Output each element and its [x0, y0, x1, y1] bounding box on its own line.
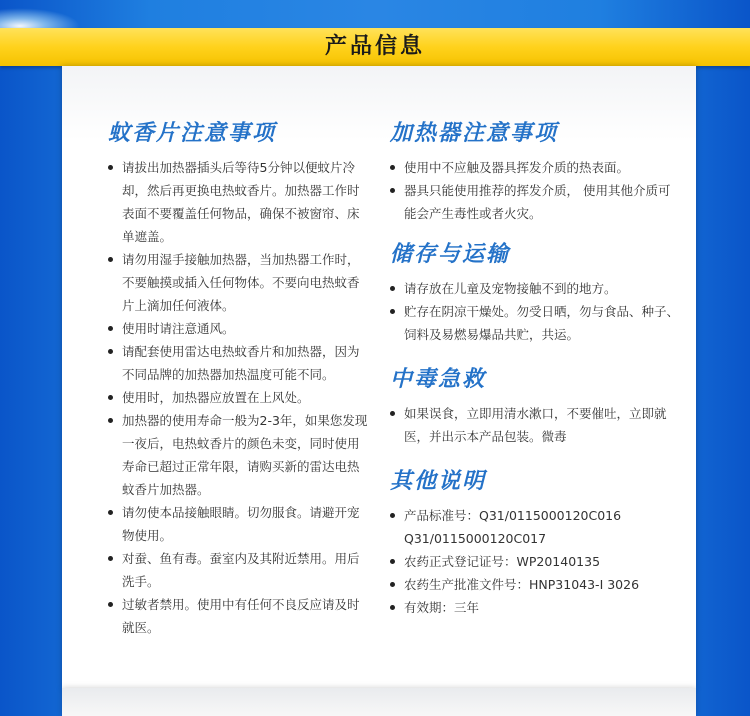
list-item: 使用中不应触及器具挥发介质的热表面。 [390, 156, 680, 179]
list-item: 农药正式登记证号：WP20140135 [390, 550, 680, 573]
mosquito-tablet-notice-list [108, 156, 370, 639]
panel-fold [62, 688, 696, 716]
list-item: 如果误食，立即用清水漱口，不要催吐，立即就医，并出示本产品包装。微毒 [390, 402, 680, 448]
list-item: 使用时请注意通风。 [108, 317, 370, 340]
list-item: 产品标准号：Q31/0115000120C016 Q31/0115000120C017 [390, 504, 680, 550]
list-item: 加热器的使用寿命一般为2-3年，如果您发现一夜后，电热蚊香片的颜色未变，同时使用寿命已超过正常年限，请购买新的雷达电热蚊香片加热器。 [108, 409, 370, 501]
other-info-list [390, 504, 680, 619]
other-info-heading: 其他说明 [390, 469, 487, 494]
banner-title: 产品信息 [324, 34, 425, 59]
heater-notice-heading: 加热器注意事项 [390, 121, 559, 146]
storage-section [390, 239, 680, 346]
storage-list [390, 277, 680, 346]
list-item: 器具只能使用推荐的挥发介质， 使用其他介质可能会产生毒性或者火灾。 [390, 179, 680, 225]
list-item: 请配套使用雷达电热蚊香片和加热器，因为不同品牌的加热器加热温度可能不同。 [108, 340, 370, 386]
list-item: 请拔出加热器插头后等待5分钟以便蚊片冷却，然后再更换电热蚊香片。加热器工作时表面不要覆盖任何物品，确保不被窗帘、床单遮盖。 [108, 156, 370, 248]
list-item: 使用时，加热器应放置在上风处。 [108, 386, 370, 409]
column-left [108, 118, 370, 639]
mosquito-tablet-notice-heading: 蚊香片注意事项 [108, 121, 277, 146]
heater-notice-list [390, 156, 680, 225]
list-item: 贮存在阴凉干燥处。勿受日晒，勿与食品、种子、饲料及易燃易爆品共贮，共运。 [390, 300, 680, 346]
list-item: 请存放在儿童及宠物接触不到的地方。 [390, 277, 680, 300]
list-item: 请勿使本品接触眼睛。切勿服食。请避开宠物使用。 [108, 501, 370, 547]
list-item: 过敏者禁用。使用中有任何不良反应请及时就医。 [108, 593, 370, 639]
column-right [390, 118, 680, 637]
list-item: 请勿用湿手接触加热器，当加热器工作时，不要触摸或插入任何物体。不要向电热蚊香片上滴加任何液体。 [108, 248, 370, 317]
list-item: 对蚕、鱼有毒。蚕室内及其附近禁用。用后洗手。 [108, 547, 370, 593]
first-aid-list [390, 402, 680, 448]
heater-section [390, 118, 680, 225]
storage-heading: 储存与运输 [390, 242, 511, 267]
first-aid-heading: 中毒急救 [390, 367, 487, 392]
other-info-section [390, 466, 680, 619]
list-item: 农药生产批准文件号：HNP31043-I 3026 [390, 573, 680, 596]
list-item: 有效期：三年 [390, 596, 680, 619]
first-aid-section [390, 364, 680, 448]
